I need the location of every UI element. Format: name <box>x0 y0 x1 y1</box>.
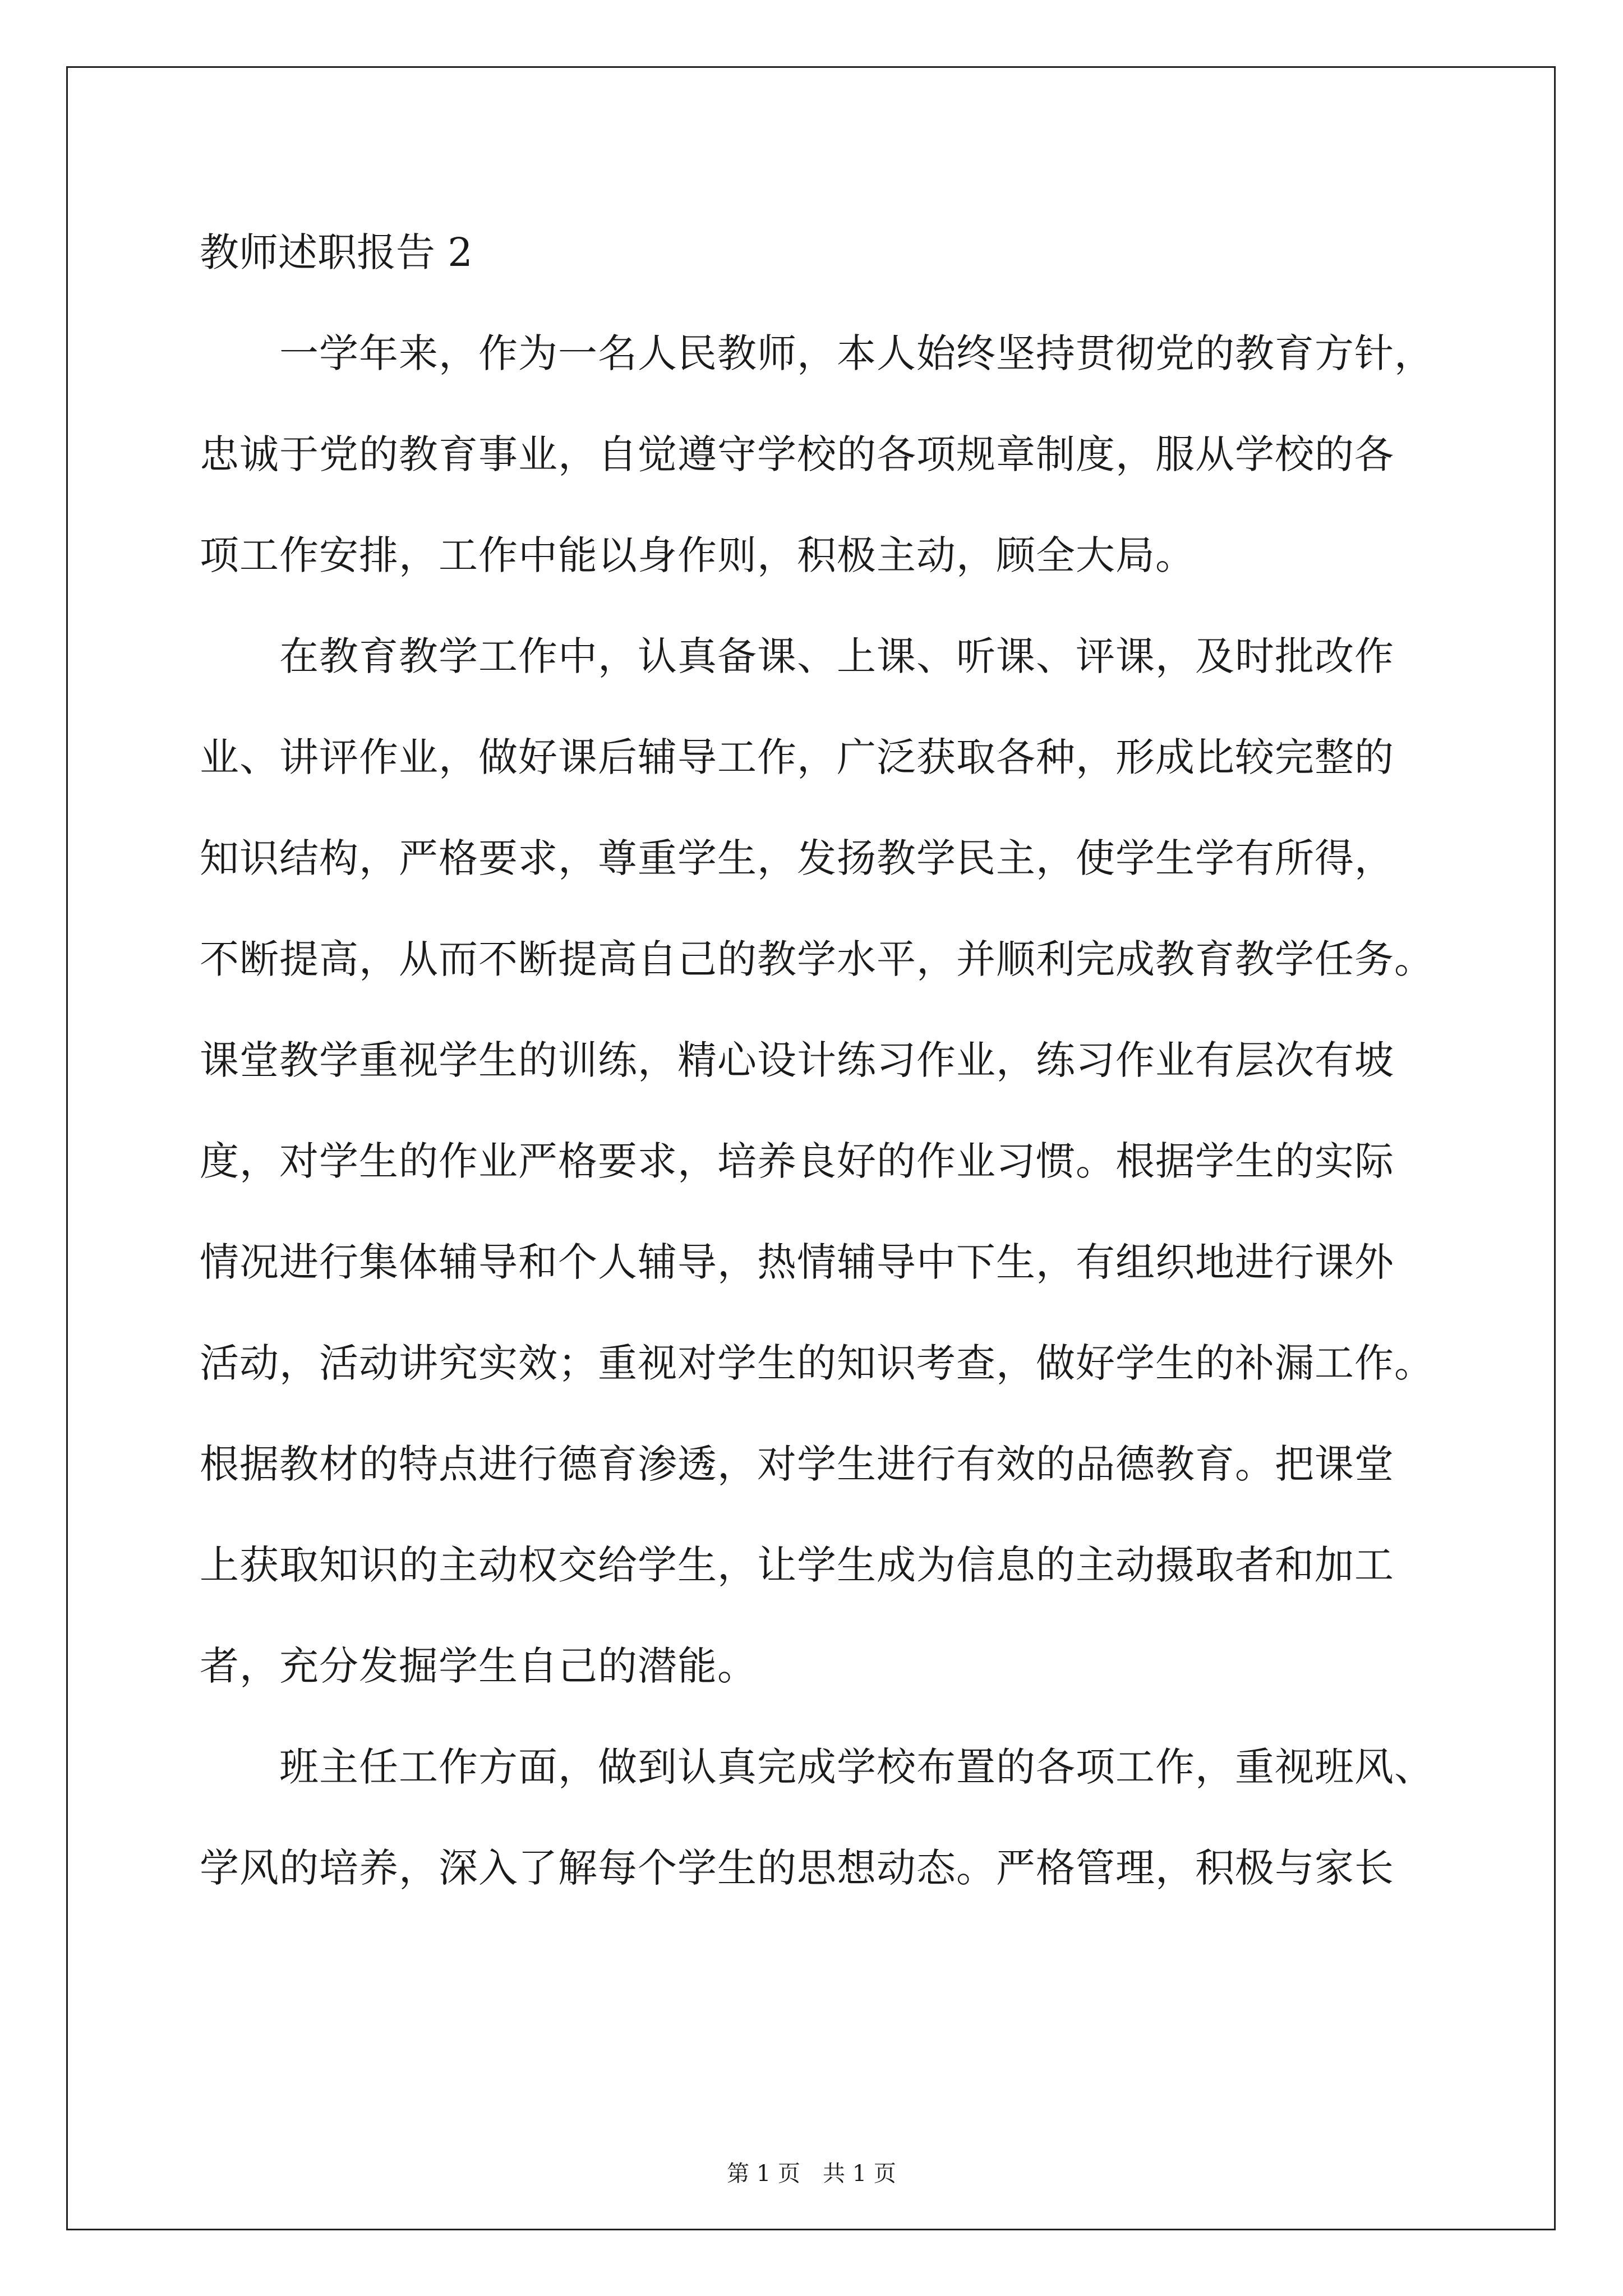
text-line: 课堂教学重视学生的训练，精心设计练习作业，练习作业有层次有坡 <box>200 1037 1394 1083</box>
text-line: 者，充分发掘学生自己的潜能。 <box>200 1643 757 1689</box>
document-body <box>200 202 1434 1918</box>
text-line: 活动，活动讲究实效；重视对学生的知识考查，做好学生的补漏工作。 <box>200 1340 1434 1386</box>
text-line: 上获取知识的主动权交给学生，让学生成为信息的主动摄取者和加工 <box>200 1542 1394 1588</box>
text-line: 度，对学生的作业严格要求，培养良好的作业习惯。根据学生的实际 <box>200 1138 1394 1184</box>
text-line: 班主任工作方面，做到认真完成学校布置的各项工作，重视班风、 <box>200 1744 1434 1790</box>
text-line: 在教育教学工作中，认真备课、上课、听课、评课，及时批改作 <box>200 633 1394 679</box>
text-line: 不断提高，从而不断提高自己的教学水平，并顺利完成教育教学任务。 <box>200 936 1434 982</box>
text-line: 一学年来，作为一名人民教师，本人始终坚持贯彻党的教育方针， <box>200 330 1434 376</box>
text-line: 业、讲评作业，做好课后辅导工作，广泛获取各种，形成比较完整的 <box>200 734 1394 780</box>
text-line: 根据教材的特点进行德育渗透，对学生进行有效的品德教育。把课堂 <box>200 1441 1394 1487</box>
text-line: 知识结构，严格要求，尊重学生，发扬教学民主，使学生学有所得， <box>200 835 1394 881</box>
text-line: 项工作安排，工作中能以身作则，积极主动，顾全大局。 <box>200 532 1195 578</box>
text-line: 学风的培养，深入了解每个学生的思想动态。严格管理，积极与家长 <box>200 1845 1394 1891</box>
text-line: 情况进行集体辅导和个人辅导，热情辅导中下生，有组织地进行课外 <box>200 1239 1394 1285</box>
page-footer: 第 1 页 共 1 页 <box>727 2161 896 2187</box>
text-line: 忠诚于党的教育事业，自觉遵守学校的各项规章制度，服从学校的各 <box>200 431 1394 477</box>
document-title: 教师述职报告 2 <box>200 229 473 275</box>
